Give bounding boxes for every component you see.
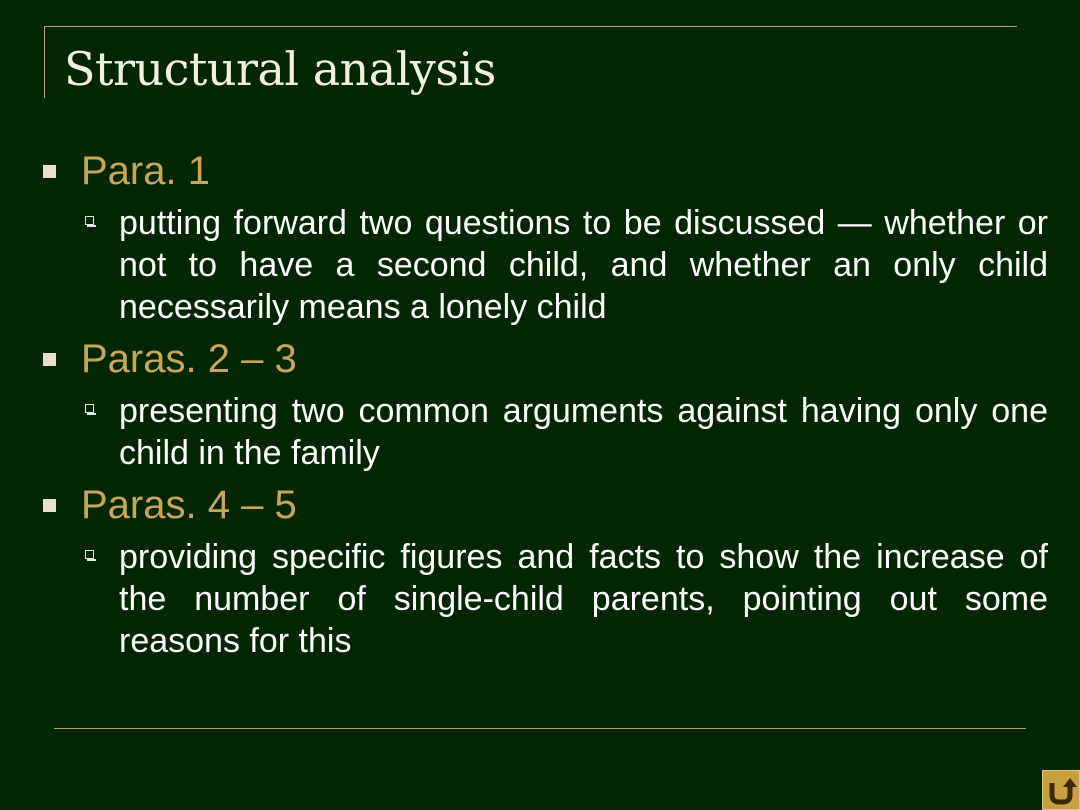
frame-left-line [44, 26, 45, 98]
slide-content [40, 146, 1048, 666]
section-heading-text: Para. 1 [81, 148, 210, 193]
hollow-square-bullet-icon [85, 404, 94, 413]
square-bullet-icon [43, 353, 56, 366]
section-heading-text: Paras. 4 – 5 [81, 482, 297, 527]
square-bullet-icon [43, 499, 56, 512]
return-arrow-icon [1043, 771, 1079, 809]
section-point-text: presenting two common arguments against having only one child in the family [119, 392, 1048, 472]
section-heading-1 [40, 146, 1048, 196]
section-heading-3 [40, 480, 1048, 530]
section-heading-2 [40, 334, 1048, 384]
section-heading-text: Paras. 2 – 3 [81, 336, 297, 381]
section-point-2 [40, 390, 1048, 474]
slide-title: Structural analysis [64, 42, 496, 96]
section-point-3 [40, 536, 1048, 662]
section-point-text: putting forward two questions to be discussed — whether or not to have a second child, and whether an only child necessarily means a lonely child [119, 204, 1048, 326]
hollow-square-bullet-icon [85, 550, 94, 559]
square-bullet-icon [43, 165, 56, 178]
section-point-1 [40, 202, 1048, 328]
frame-bottom-line [54, 728, 1026, 729]
hollow-square-bullet-icon [85, 216, 94, 225]
section-point-text: providing specific figures and facts to show the increase of the number of single-child parents, pointing out some reasons for this [119, 538, 1048, 660]
frame-top-line [44, 26, 1017, 27]
return-button[interactable] [1042, 770, 1080, 810]
